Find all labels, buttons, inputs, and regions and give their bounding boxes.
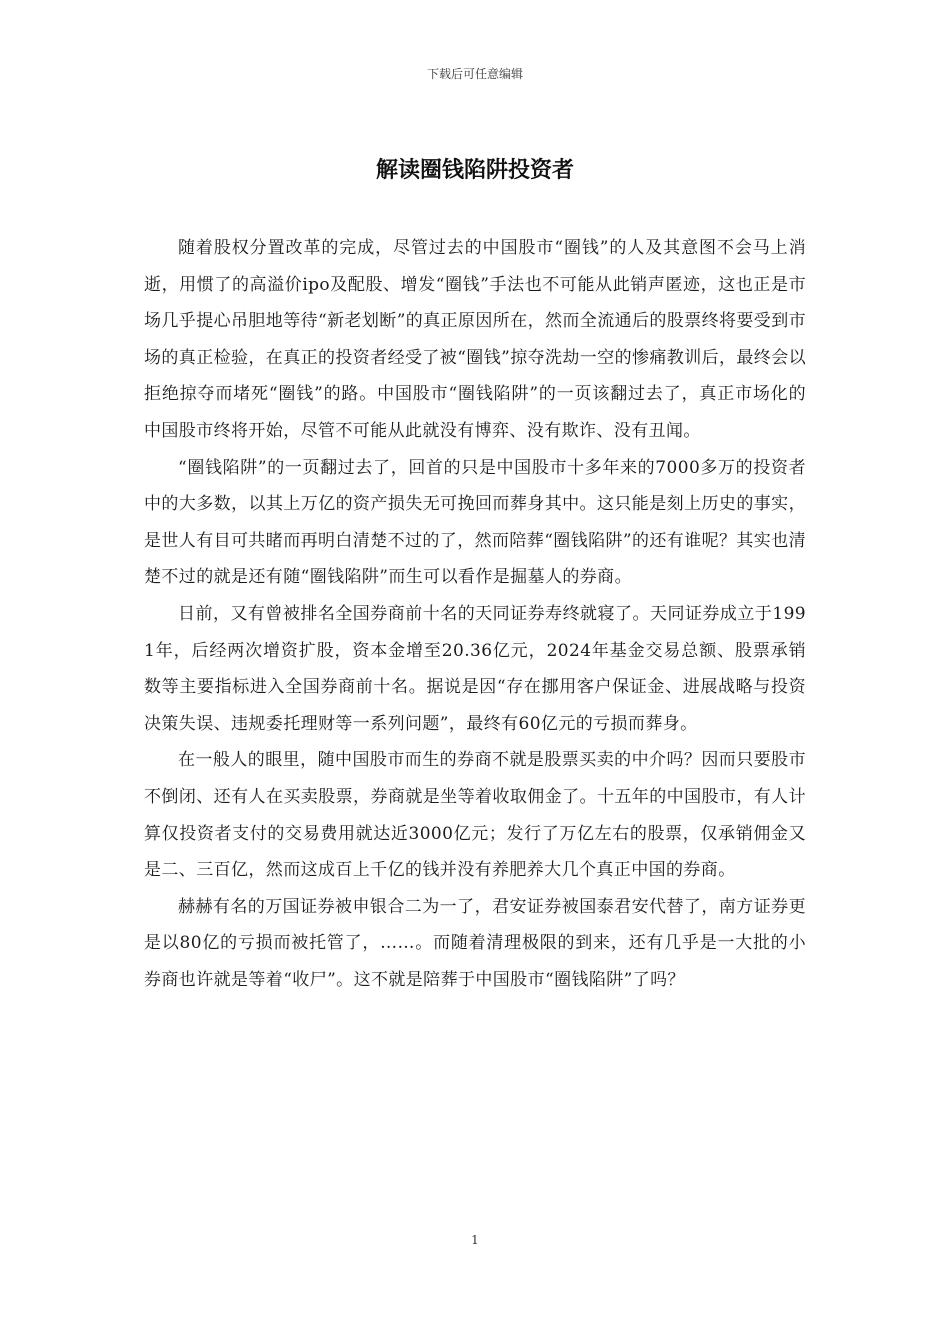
page-header: 下载后可任意编辑 — [426, 67, 523, 81]
page-number: 1 — [471, 1233, 479, 1247]
document-title: 解读圈钱陷阱投资者 — [375, 157, 574, 183]
paragraph-3: 日前，又有曾被排名全国券商前十名的天同证券寿终就寝了。天同证券成立于1991年，后经两次增资扩股，资本金增至20.36亿元，2024年基金交易总额、股票承销数等主要指标进入全国券商前十名。据说是因“存在挪用客户保证金、进展战略与投资决策失误、违规委托理财等一系列问题”，最终有60亿元的亏损而葬身。 — [144, 603, 806, 734]
paragraph-4: 在一般人的眼里，随中国股市而生的券商不就是股票买卖的中介吗？因而只要股市不倒闭、还有人在买卖股票，券商就是坐等着收取佣金了。十五年的中国股市，有人计算仅投资者支付的交易费用就达近3000亿元；发行了万亿左右的股票，仅承销佣金又是二、三百亿，然而这成百上千亿的钱并没有养肥养大几个真正中国的券商。 — [144, 750, 806, 881]
paragraph-5: 赫赫有名的万国证券被申银合二为一了，君安证券被国泰君安代替了，南方证券更是以80亿的亏损而被托管了，……。而随着清理极限的到来，还有几乎是一大批的小券商也许就是等着“收尸”。这不就是陪葬于中国股市“圈钱陷阱”了吗？ — [144, 896, 806, 990]
paragraph-1: 随着股权分置改革的完成，尽管过去的中国股市“圈钱”的人及其意图不会马上消逝，用惯了的高溢价ipo及配股、增发“圈钱”手法也不可能从此销声匿迹，这也正是市场几乎提心吊胆地等待“新老划断”的真正原因所在，然而全流通后的股票终将要受到市场的真正检验，在真正的投资者经受了被“圈钱”掠夺洗劫一空的惨痛教训后，最终会以拒绝掠夺而堵死“圈钱”的路。中国股市“圈钱陷阱”的一页该翻过去了，真正市场化的中国股市终将开始，尽管不可能从此就没有博弈、没有欺诈、没有丑闻。 — [144, 238, 806, 441]
document-body — [144, 230, 806, 998]
paragraph-2: “圈钱陷阱”的一页翻过去了，回首的只是中国股市十多年来的7000多万的投资者中的大多数，以其上万亿的资产损失无可挽回而葬身其中。这只能是刻上历史的事实，是世人有目可共睹而再明白清楚不过的了，然而陪葬“圈钱陷阱”的还有谁呢？其实也清楚不过的就是还有随“圈钱陷阱”而生可以看作是掘墓人的券商。 — [144, 457, 806, 588]
